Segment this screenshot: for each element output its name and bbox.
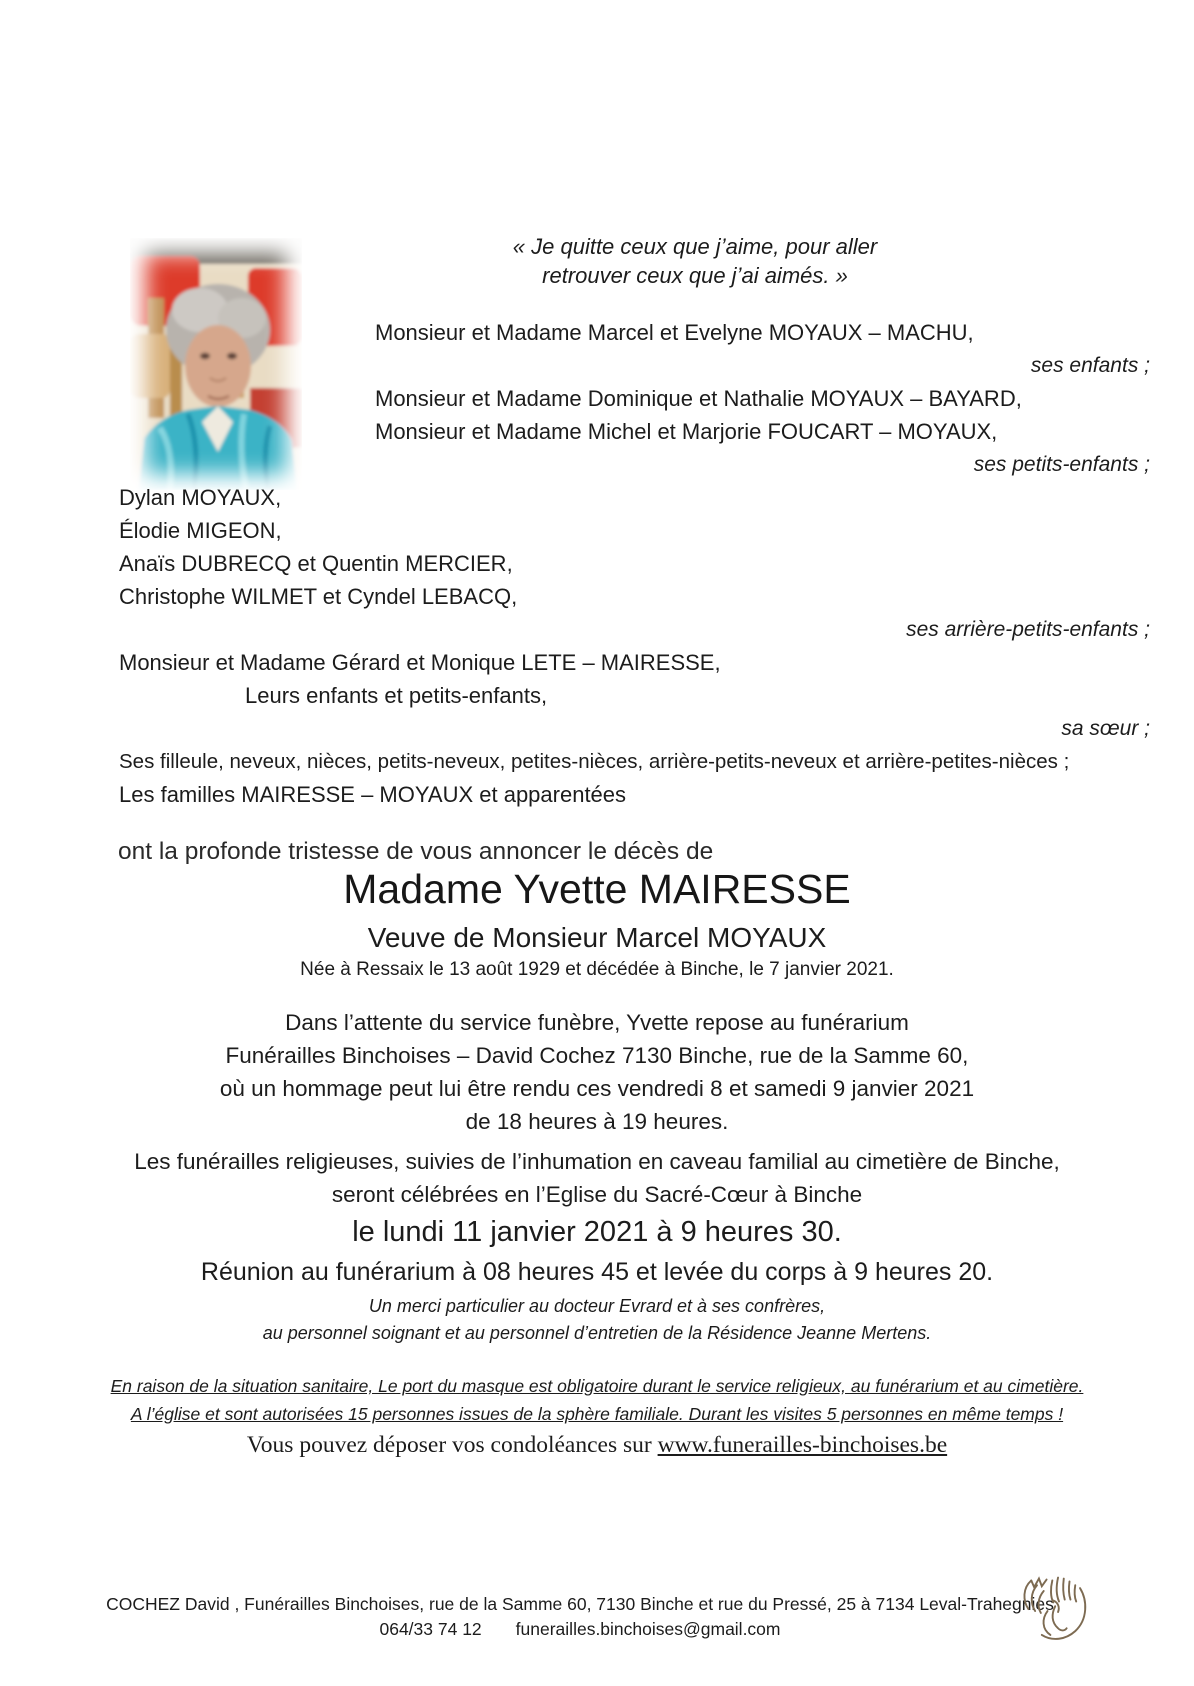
thanks-line: au personnel soignant et au personnel d’entretien de la Résidence Jeanne Mertens. bbox=[262, 1323, 932, 1343]
relative-line: Les familles MAIRESSE – MOYAUX et apparentées bbox=[119, 782, 627, 807]
covid-notice-line: A l’église et sont autorisées 15 personnes issues de la sphère familiale. Durant les visites 5 personnes en même temps ! bbox=[130, 1404, 1064, 1424]
relative-line: Monsieur et Madame Michel et Marjorie FOUCART – MOYAUX, bbox=[375, 419, 998, 444]
thanks-line: Un merci particulier au docteur Evrard et à ses confrères, bbox=[368, 1296, 826, 1316]
visitation-line: où un hommage peut lui être rendu ces vendredi 8 et samedi 9 janvier 2021 bbox=[219, 1076, 975, 1101]
relative-line: Monsieur et Madame Gérard et Monique LETE – MAIRESSE, bbox=[119, 650, 721, 675]
ceremony-line: Les funérailles religieuses, suivies de l’inhumation en caveau familial au cimetière de Binche, bbox=[134, 1149, 1060, 1174]
ceremony-line: seront célébrées en l’Eglise du Sacré-Cœur à Binche bbox=[331, 1182, 863, 1207]
relative-line: Leurs enfants et petits-enfants, bbox=[245, 683, 548, 708]
relative-line: Christophe WILMET et Cyndel LEBACQ, bbox=[119, 584, 518, 609]
footer-phone: 064/33 74 12 bbox=[379, 1619, 482, 1639]
visitation-line: de 18 heures à 19 heures. bbox=[465, 1109, 729, 1134]
condolences-line bbox=[0, 1432, 1194, 1459]
visitation-line: Dans l’attente du service funèbre, Yvette repose au funérarium bbox=[285, 1010, 909, 1035]
visitation-section bbox=[0, 1006, 1194, 1138]
covid-notice-line: En raison de la situation sanitaire, Le port du masque est obligatoire durant le service religieux, au funérarium et au cimetière. bbox=[110, 1376, 1084, 1396]
relative-line: Ses filleule, neveux, nièces, petits-neveux, petites-nièces, arrière-petits-neveux et arrière-petites-nièces ; bbox=[119, 750, 1070, 773]
footer-contact-line bbox=[0, 1617, 1160, 1642]
thanks-section bbox=[0, 1293, 1194, 1347]
birth-death-line: Née à Ressaix le 13 août 1929 et décédée à Binche, le 7 janvier 2021. bbox=[300, 959, 894, 980]
relation-label: sa sœur ; bbox=[1061, 717, 1150, 740]
relation-label: ses petits-enfants ; bbox=[973, 453, 1150, 476]
visitation-line: Funérailles Binchoises – David Cochez 7130 Binche, rue de la Samme 60, bbox=[225, 1043, 969, 1068]
condolences-website-link[interactable]: www.funerailles-binchoises.be bbox=[657, 1432, 948, 1458]
deceased-name: Madame Yvette MAIRESSE bbox=[343, 866, 851, 912]
relatives-list bbox=[0, 316, 1194, 811]
condolences-text: Vous pouvez déposer vos condoléances sur bbox=[246, 1432, 658, 1458]
ceremony-section bbox=[0, 1145, 1194, 1291]
covid-notice-section bbox=[0, 1372, 1194, 1428]
ceremony-meeting-line: Réunion au funérarium à 08 heures 45 et levée du corps à 9 heures 20. bbox=[200, 1258, 994, 1286]
relation-label: ses arrière-petits-enfants ; bbox=[906, 618, 1150, 641]
quote-line: retrouver ceux que j’ai aimés. » bbox=[542, 263, 848, 288]
quote-line: « Je quitte ceux que j’aime, pour aller bbox=[512, 234, 878, 259]
relation-label: ses enfants ; bbox=[1030, 354, 1150, 377]
announcement-intro: ont la profonde tristesse de vous annoncer le décès de bbox=[118, 838, 714, 865]
ceremony-date-line: le lundi 11 janvier 2021 à 9 heures 30. bbox=[352, 1216, 842, 1248]
funeral-home-footer bbox=[0, 1592, 1160, 1642]
relative-line: Élodie MIGEON, bbox=[119, 518, 282, 543]
opening-quote bbox=[320, 232, 1070, 290]
relative-line: Dylan MOYAUX, bbox=[119, 485, 282, 510]
flame-hands-logo-graphic bbox=[1016, 1574, 1102, 1650]
widow-of-line: Veuve de Monsieur Marcel MOYAUX bbox=[367, 922, 827, 953]
footer-email: funerailles.binchoises@gmail.com bbox=[515, 1619, 781, 1639]
footer-address: COCHEZ David , Funérailles Binchoises, rue de la Samme 60, 7130 Binche et rue du Pressé, 25 à 7134 Leval-Trahegnies bbox=[106, 1594, 1054, 1614]
relative-line: Monsieur et Madame Marcel et Evelyne MOYAUX – MACHU, bbox=[375, 320, 974, 345]
relative-line: Monsieur et Madame Dominique et Nathalie MOYAUX – BAYARD, bbox=[375, 386, 1022, 411]
relative-line: Anaïs DUBRECQ et Quentin MERCIER, bbox=[119, 551, 513, 576]
funeral-home-logo-icon bbox=[1016, 1574, 1102, 1650]
